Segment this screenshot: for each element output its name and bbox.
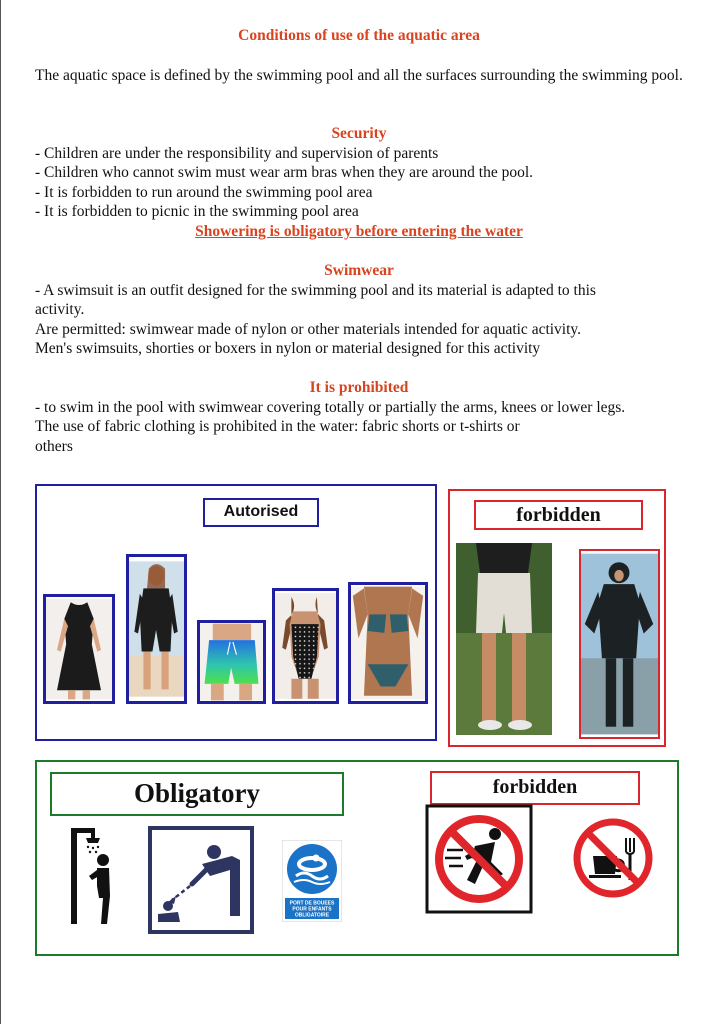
- no-running-icon: [425, 804, 533, 914]
- obligatory-label: Obligatory: [50, 772, 344, 816]
- burkini-image: [581, 551, 658, 737]
- burkini-photo: [579, 549, 660, 739]
- prohibited-heading: It is prohibited: [309, 379, 409, 396]
- shortie-wetsuit-image: [129, 557, 184, 701]
- forbidden-clothing-label: forbidden: [474, 500, 643, 530]
- shower-notice: Showering is obligatory before entering the water: [195, 223, 523, 240]
- fabric-shorts-image: [456, 543, 552, 735]
- swim-shorts-image: [200, 623, 263, 701]
- authorised-panel: [35, 484, 437, 741]
- prohibited-line: - to swim in the pool with swimwear covering totally or partially the arms, knees or lower legs.: [35, 399, 626, 416]
- prohibited-line: others: [35, 438, 73, 455]
- security-item: - Children who cannot swim must wear arm bras when they are around the pool.: [35, 164, 534, 181]
- polka-swimsuit-image: [275, 591, 336, 701]
- swimwear-line: activity.: [35, 301, 85, 318]
- swim-shorts-photo: [197, 620, 266, 704]
- intro-paragraph: The aquatic space is defined by the swimming pool and all the surfaces surrounding the swimming pool.: [35, 67, 683, 84]
- page-left-edge: [0, 0, 1, 1024]
- swimwear-line: - A swimsuit is an outfit designed for the swimming pool and its material is adapted to this: [35, 282, 596, 299]
- security-heading: Security: [331, 125, 387, 142]
- polka-swimsuit-photo: [272, 588, 339, 704]
- swimwear-line: Men's swimsuits, shorties or boxers in nylon or material designed for this activity: [35, 340, 541, 357]
- swim-dress-image: [46, 597, 112, 701]
- security-item: - It is forbidden to run around the swimming pool area: [35, 184, 373, 201]
- float-sign-text-line: POUR ENFANTS: [292, 906, 332, 913]
- shower-icon: [69, 826, 117, 926]
- float-sign-text-line: PORT DE BOUEES: [289, 900, 335, 907]
- rules-panel: [35, 760, 679, 956]
- child-supervision-icon: [148, 826, 254, 934]
- prohibited-line: The use of fabric clothing is prohibited in the water: fabric shorts or t-shirts or: [35, 418, 520, 435]
- swimwear-line: Are permitted: swimwear made of nylon or other materials intended for aquatic activity.: [35, 321, 582, 338]
- swimwear-heading: Swimwear: [324, 262, 394, 279]
- security-item: - It is forbidden to picnic in the swimming pool area: [35, 203, 359, 220]
- bikini-photo: [348, 582, 428, 704]
- arm-floats-sign-icon: [282, 840, 342, 922]
- float-sign-text-line: OBLIGATOIRE: [294, 912, 330, 919]
- authorised-label: Autorised: [203, 498, 319, 527]
- forbidden-actions-label: forbidden: [430, 771, 640, 805]
- no-eating-icon: [571, 816, 655, 900]
- fabric-shorts-photo: [456, 543, 552, 735]
- security-item: - Children are under the responsibility and supervision of parents: [35, 145, 439, 162]
- bikini-image: [351, 585, 425, 701]
- shortie-wetsuit-photo: [126, 554, 187, 704]
- page-title: Conditions of use of the aquatic area: [238, 27, 480, 44]
- swim-dress-photo: [43, 594, 115, 704]
- forbidden-clothing-panel: [448, 489, 666, 747]
